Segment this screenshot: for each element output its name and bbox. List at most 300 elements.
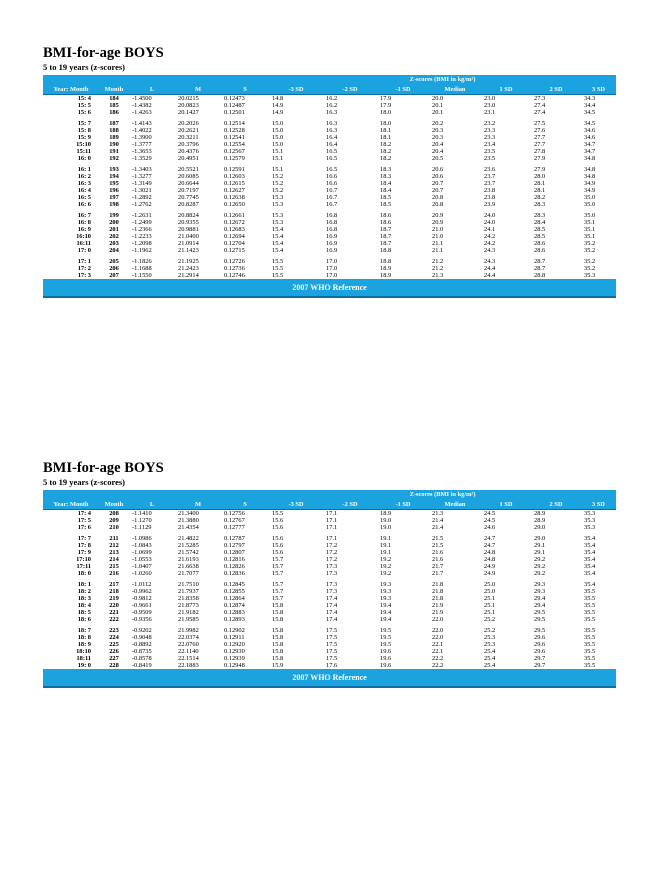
table-cell: 220: [109, 602, 119, 609]
table-cell: -1.0407: [132, 563, 152, 570]
table-cell: 15.1: [272, 148, 284, 155]
table-cell: 17.4: [326, 609, 338, 616]
table-cell: 0.12756: [224, 510, 245, 517]
table-cell: 16.3: [326, 109, 338, 116]
table-cell: 16.5: [326, 155, 338, 162]
table-cell: 20.6: [432, 173, 444, 180]
table-cell: 187: [109, 120, 119, 127]
table-cell: -1.2631: [132, 212, 152, 219]
table-cell: 24.0: [484, 219, 496, 226]
table-cell: 15.4: [272, 233, 284, 240]
table-cell: 16.5: [326, 166, 338, 173]
table-cell: 34.6: [584, 134, 596, 141]
table-cell: 35.5: [584, 595, 596, 602]
table-cell: 17.1: [326, 510, 338, 517]
table-cell: 198: [109, 201, 119, 208]
table-cell: 34.7: [584, 148, 596, 155]
table-cell: 23.2: [484, 120, 496, 127]
table-cell: 23.5: [484, 148, 496, 155]
table-header: [43, 490, 616, 510]
table-cell: 17.5: [326, 648, 338, 655]
table-cell: -1.0260: [132, 570, 152, 577]
table-cell: 19.1: [380, 535, 392, 542]
table-cell: 217: [109, 581, 119, 588]
table-cell: 35.5: [584, 641, 596, 648]
table-cell: 35.3: [584, 517, 596, 524]
bmi-table-section-2: [43, 460, 616, 688]
table-cell: 213: [109, 549, 119, 556]
table-cell: 15.8: [272, 609, 284, 616]
table-cell: 21.8: [432, 595, 444, 602]
table-cell: 29.1: [534, 549, 546, 556]
table-cell: 23.6: [484, 166, 496, 173]
table-cell: 19.5: [380, 627, 392, 634]
table-cell: 19.4: [380, 616, 392, 623]
table-cell: 20.7197: [178, 187, 199, 194]
table-cell: 24.4: [484, 265, 496, 272]
table-cell: 23.0: [484, 95, 496, 102]
table-row: [43, 524, 616, 531]
table-cell: -1.3021: [132, 187, 152, 194]
table-cell: 20.8: [432, 194, 444, 201]
table-cell: -0.8892: [132, 641, 152, 648]
table-cell: 21.9585: [178, 616, 199, 623]
column-header: -1 SD: [377, 85, 429, 95]
table-row: [43, 226, 616, 233]
table-cell: 24.6: [484, 524, 496, 531]
table-cell: 35.4: [584, 563, 596, 570]
table-cell: 20.3796: [178, 141, 199, 148]
table-cell: 20.9: [432, 219, 444, 226]
table-cell: 17: 5: [77, 517, 91, 524]
table-row: [43, 116, 616, 127]
table-cell: 23.3: [484, 134, 496, 141]
table-cell: 21.8358: [178, 595, 199, 602]
table-cell: 17.3: [326, 588, 338, 595]
table-cell: 18: 2: [77, 588, 91, 595]
table-cell: 35.2: [584, 258, 596, 265]
table-cell: 0.12627: [224, 187, 245, 194]
table-cell: 35.5: [584, 627, 596, 634]
table-cell: 17: 7: [77, 535, 91, 542]
table-cell: 200: [109, 219, 119, 226]
table-cell: 20.4: [432, 141, 444, 148]
table-cell: 15.8: [272, 627, 284, 634]
table-cell: -1.2892: [132, 194, 152, 201]
table-cell: 18.8: [380, 258, 392, 265]
table-cell: 17.4: [326, 595, 338, 602]
table-cell: 21.5: [432, 542, 444, 549]
table-cell: 21.6638: [178, 563, 199, 570]
table-cell: 20.2026: [178, 120, 199, 127]
table-cell: 0.12603: [224, 173, 245, 180]
table-cell: 17: 6: [77, 524, 91, 531]
table-cell: 20.9: [432, 212, 444, 219]
table-cell: 18.1: [380, 134, 392, 141]
table-cell: 17.0: [326, 265, 338, 272]
table-cell: 20.5521: [178, 166, 199, 173]
table-cell: 18.6: [380, 212, 392, 219]
table-wrapper: [43, 75, 616, 298]
table-cell: 28.5: [534, 226, 546, 233]
table-cell: 29.0: [534, 524, 546, 531]
table-cell: 15.1: [272, 155, 284, 162]
table-cell: 0.12715: [224, 247, 245, 254]
table-cell: -1.1550: [132, 272, 152, 279]
table-cell: -1.1962: [132, 247, 152, 254]
table-cell: -0.8578: [132, 655, 152, 662]
table-cell: 24.2: [484, 240, 496, 247]
table-cell: 18.9: [380, 510, 392, 517]
table-cell: 21.5285: [178, 542, 199, 549]
table-cell: -1.0986: [132, 535, 152, 542]
table-row: [43, 173, 616, 180]
table-cell: 21.6: [432, 556, 444, 563]
column-header: M: [175, 500, 221, 510]
table-cell: 22.0: [432, 627, 444, 634]
table-cell: 29.5: [534, 627, 546, 634]
table-cell: 19: 0: [77, 662, 91, 669]
table-cell: 18: 4: [77, 602, 91, 609]
table-cell: 21.7: [432, 570, 444, 577]
table-cell: 216: [109, 570, 119, 577]
table-cell: 15.4: [272, 226, 284, 233]
table-row: [43, 102, 616, 109]
table-cell: 21.2423: [178, 265, 199, 272]
table-cell: -0.9509: [132, 609, 152, 616]
table-cell: 29.5: [534, 616, 546, 623]
table-cell: 35.3: [584, 510, 596, 517]
table-cell: 207: [109, 272, 119, 279]
column-header: 2 SD: [531, 85, 581, 95]
table-row: [43, 254, 616, 265]
table-cell: 15: 8: [77, 127, 91, 134]
table-cell: 29.4: [534, 602, 546, 609]
table-body: [43, 95, 616, 280]
table-cell: 16.8: [326, 226, 338, 233]
table-cell: 34.9: [584, 187, 596, 194]
table-cell: 35.5: [584, 616, 596, 623]
table-cell: 20.4376: [178, 148, 199, 155]
table-cell: 24.3: [484, 258, 496, 265]
table-cell: 20.6085: [178, 173, 199, 180]
table-cell: 17.1: [326, 524, 338, 531]
column-header: L: [129, 500, 175, 510]
table-row: [43, 531, 616, 542]
table-cell: 24.7: [484, 542, 496, 549]
table-row: [43, 208, 616, 219]
table-cell: 35.4: [584, 581, 596, 588]
table-cell: 28.1: [534, 180, 546, 187]
table-cell: 22.1: [432, 648, 444, 655]
table-cell: 23.7: [484, 180, 496, 187]
table-cell: 21.2: [432, 258, 444, 265]
table-cell: 25.2: [484, 616, 496, 623]
table-cell: 19.4: [380, 609, 392, 616]
column-header: L: [129, 85, 175, 95]
table-cell: 21.3880: [178, 517, 199, 524]
table-cell: 21.0914: [178, 240, 199, 247]
table-cell: 205: [109, 258, 119, 265]
table-cell: 20.1: [432, 102, 444, 109]
table-cell: 28.5: [534, 233, 546, 240]
table-footer: [43, 669, 616, 686]
table-cell: 22.0: [432, 634, 444, 641]
table-cell: 29.5: [534, 609, 546, 616]
table-cell: 17: 4: [77, 510, 91, 517]
table-cell: 17.9: [380, 95, 392, 102]
column-header: S: [221, 500, 269, 510]
table-row: [43, 588, 616, 595]
bmi-table: [43, 75, 616, 296]
column-header: -3 SD: [269, 85, 323, 95]
table-cell: 17.3: [326, 563, 338, 570]
table-cell: 185: [109, 102, 119, 109]
table-cell: 0.12672: [224, 219, 245, 226]
table-cell: 35.2: [584, 265, 596, 272]
table-cell: -1.3529: [132, 155, 152, 162]
table-cell: 21.0: [432, 226, 444, 233]
reference-footer: 2007 WHO Reference: [43, 279, 616, 296]
table-cell: 20.9881: [178, 226, 199, 233]
table-cell: 18.7: [380, 226, 392, 233]
table-cell: 34.4: [584, 102, 596, 109]
table-cell: 22.0374: [178, 634, 199, 641]
table-cell: 0.12591: [224, 166, 245, 173]
table-cell: 25.0: [484, 581, 496, 588]
table-cell: 189: [109, 134, 119, 141]
table-cell: 199: [109, 212, 119, 219]
table-cell: 18:11: [76, 655, 91, 662]
table-cell: 17.6: [326, 662, 338, 669]
table-cell: 15.3: [272, 201, 284, 208]
table-cell: 17.4: [326, 602, 338, 609]
column-header: 1 SD: [481, 85, 531, 95]
table-cell: 0.12736: [224, 265, 245, 272]
table-cell: -0.9048: [132, 634, 152, 641]
table-cell: 35.0: [584, 212, 596, 219]
table-cell: 28.0: [534, 173, 546, 180]
table-cell: -0.9356: [132, 616, 152, 623]
table-cell: 222: [109, 616, 119, 623]
table-cell: 23.8: [484, 187, 496, 194]
table-cell: 17.4: [326, 616, 338, 623]
table-cell: 15:10: [76, 141, 91, 148]
table-cell: 27.8: [534, 148, 546, 155]
table-cell: 16.6: [326, 173, 338, 180]
table-cell: 18: 9: [77, 641, 91, 648]
table-row: [43, 556, 616, 563]
table-cell: 28.9: [534, 517, 546, 524]
table-cell: 17: 0: [77, 247, 91, 254]
table-cell: 0.12845: [224, 581, 245, 588]
page-title: BMI-for-age BOYS: [43, 45, 164, 61]
table-cell: 19.2: [380, 570, 392, 577]
table-cell: 0.12661: [224, 212, 245, 219]
table-cell: 15.6: [272, 549, 284, 556]
table-cell: 17: 1: [77, 258, 91, 265]
table-cell: 35.5: [584, 634, 596, 641]
column-header: Median: [429, 500, 481, 510]
table-cell: 17: 2: [77, 265, 91, 272]
table-cell: 0.12615: [224, 180, 245, 187]
table-cell: 19.3: [380, 588, 392, 595]
table-row: [43, 187, 616, 194]
table-cell: -1.3277: [132, 173, 152, 180]
table-cell: 21.7937: [178, 588, 199, 595]
table-cell: 16: 5: [77, 194, 91, 201]
table-cell: 25.4: [484, 655, 496, 662]
table-cell: 20.7: [432, 187, 444, 194]
table-cell: -1.1270: [132, 517, 152, 524]
table-cell: 226: [109, 648, 119, 655]
table-cell: 29.6: [534, 641, 546, 648]
table-cell: 18.0: [380, 120, 392, 127]
table-cell: 18: 3: [77, 595, 91, 602]
table-cell: 14.8: [272, 95, 284, 102]
table-cell: 17: 8: [77, 542, 91, 549]
table-cell: 35.5: [584, 655, 596, 662]
table-cell: 23.0: [484, 102, 496, 109]
table-cell: 15: 4: [77, 95, 91, 102]
table-cell: 15.8: [272, 602, 284, 609]
table-row: [43, 648, 616, 655]
table-cell: 23.9: [484, 201, 496, 208]
table-cell: 34.8: [584, 166, 596, 173]
table-cell: 20.1427: [178, 109, 199, 116]
table-cell: 20.3: [432, 134, 444, 141]
table-cell: 15: 7: [77, 120, 91, 127]
table-cell: 16: 4: [77, 187, 91, 194]
table-cell: 21.4822: [178, 535, 199, 542]
table-cell: 23.3: [484, 127, 496, 134]
table-cell: 29.6: [534, 634, 546, 641]
table-cell: 15.2: [272, 173, 284, 180]
table-cell: 34.3: [584, 95, 596, 102]
table-cell: 28.4: [534, 219, 546, 226]
table-cell: 20.1: [432, 109, 444, 116]
zscore-header: Z-scores (BMI in kg/m²): [269, 490, 616, 500]
column-header: 3 SD: [581, 85, 616, 95]
table-cell: 24.2: [484, 233, 496, 240]
table-cell: 23.8: [484, 194, 496, 201]
table-cell: 15.2: [272, 180, 284, 187]
table-row: [43, 180, 616, 187]
table-cell: 28.3: [534, 212, 546, 219]
table-row: [43, 623, 616, 634]
table-cell: 27.4: [534, 102, 546, 109]
table-cell: 195: [109, 180, 119, 187]
table-cell: 209: [109, 517, 119, 524]
table-cell: 19.5: [380, 634, 392, 641]
table-cell: 28.7: [534, 258, 546, 265]
table-cell: 25.1: [484, 595, 496, 602]
table-cell: -1.0843: [132, 542, 152, 549]
table-cell: 35.1: [584, 219, 596, 226]
table-cell: 24.9: [484, 563, 496, 570]
table-cell: 0.12528: [224, 127, 245, 134]
table-cell: 18.0: [380, 109, 392, 116]
table-cell: 21.7: [432, 563, 444, 570]
table-cell: 22.1140: [178, 648, 199, 655]
table-cell: 21.9: [432, 609, 444, 616]
table-cell: 20.0: [432, 95, 444, 102]
table-cell: 19.0: [380, 524, 392, 531]
table-cell: 20.2621: [178, 127, 199, 134]
table-cell: -0.8735: [132, 648, 152, 655]
table-cell: 18.3: [380, 173, 392, 180]
table-cell: 0.12883: [224, 609, 245, 616]
table-cell: -1.0112: [132, 581, 152, 588]
table-cell: 15.2: [272, 187, 284, 194]
table-cell: 0.12726: [224, 258, 245, 265]
table-cell: 20.3211: [178, 134, 199, 141]
table-cell: 25.3: [484, 634, 496, 641]
table-cell: 21.5742: [178, 549, 199, 556]
table-cell: 35.5: [584, 609, 596, 616]
table-cell: 17.9: [380, 102, 392, 109]
table-row: [43, 247, 616, 254]
table-cell: 206: [109, 265, 119, 272]
table-cell: 19.6: [380, 648, 392, 655]
table-cell: 215: [109, 563, 119, 570]
table-cell: 201: [109, 226, 119, 233]
table-cell: 19.0: [380, 517, 392, 524]
table-cell: 27.7: [534, 134, 546, 141]
table-cell: 20.6644: [178, 180, 199, 187]
table-cell: 214: [109, 556, 119, 563]
table-cell: 29.3: [534, 588, 546, 595]
table-cell: -1.2098: [132, 240, 152, 247]
reference-footer: 2007 WHO Reference: [43, 669, 616, 686]
table-row: [43, 609, 616, 616]
table-cell: -1.3149: [132, 180, 152, 187]
table-cell: 16: 0: [77, 155, 91, 162]
table-cell: 0.12816: [224, 556, 245, 563]
table-wrapper: [43, 490, 616, 688]
table-cell: 18: 6: [77, 616, 91, 623]
table-cell: 35.1: [584, 226, 596, 233]
table-cell: 21.3: [432, 510, 444, 517]
table-cell: 18.4: [380, 187, 392, 194]
table-row: [43, 127, 616, 134]
table-cell: 24.9: [484, 570, 496, 577]
table-cell: 0.12836: [224, 570, 245, 577]
table-cell: 22.1514: [178, 655, 199, 662]
table-cell: 20.0823: [178, 102, 199, 109]
table-row: [43, 240, 616, 247]
table-cell: 16: 3: [77, 180, 91, 187]
table-cell: 15.4: [272, 240, 284, 247]
table-cell: 15.7: [272, 581, 284, 588]
table-cell: 0.12864: [224, 595, 245, 602]
table-cell: 22.0760: [178, 641, 199, 648]
column-header: Year: Month: [43, 500, 99, 510]
table-cell: 16.9: [326, 247, 338, 254]
table-body: [43, 510, 616, 670]
table-cell: 17: 3: [77, 272, 91, 279]
table-cell: 15.3: [272, 194, 284, 201]
table-cell: -1.1129: [132, 524, 152, 531]
table-cell: 23.4: [484, 141, 496, 148]
table-cell: 0.12650: [224, 201, 245, 208]
table-cell: 15.8: [272, 655, 284, 662]
table-cell: 0.12911: [224, 634, 245, 641]
column-header: Month: [99, 85, 129, 95]
table-cell: 15.7: [272, 556, 284, 563]
table-cell: 18: 0: [77, 570, 91, 577]
table-cell: 27.3: [534, 95, 546, 102]
